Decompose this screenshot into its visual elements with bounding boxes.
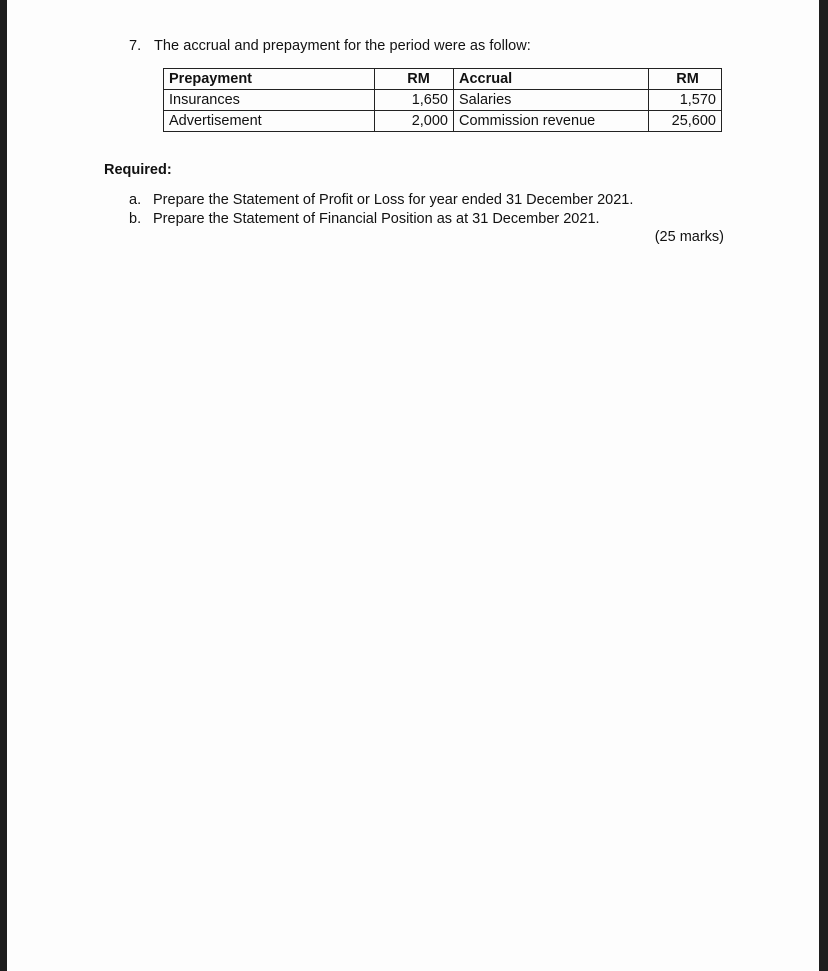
item-letter: b. xyxy=(129,211,142,227)
question-text: The accrual and prepayment for the period were as follow: xyxy=(154,38,531,54)
item-text: Prepare the Statement of Financial Position as at 31 December 2021. xyxy=(153,211,600,227)
prepayment-item: Insurances xyxy=(164,90,375,111)
accrual-item: Salaries xyxy=(454,90,649,111)
required-heading: Required: xyxy=(104,162,172,178)
accrual-amount: 25,600 xyxy=(649,111,722,132)
item-text: Prepare the Statement of Profit or Loss for year ended 31 December 2021. xyxy=(153,192,634,208)
question-7 xyxy=(129,38,531,54)
question-number: 7. xyxy=(129,38,142,54)
document-page xyxy=(7,0,819,971)
header-rm-prepayment: RM xyxy=(375,69,454,90)
accrual-amount: 1,570 xyxy=(649,90,722,111)
prepayment-item: Advertisement xyxy=(164,111,375,132)
item-letter: a. xyxy=(129,192,142,208)
required-item-a xyxy=(129,192,633,208)
table-header-row xyxy=(164,69,722,90)
accrual-prepayment-table xyxy=(163,68,722,132)
table-row xyxy=(164,111,722,132)
accrual-item: Commission revenue xyxy=(454,111,649,132)
header-prepayment: Prepayment xyxy=(164,69,375,90)
prepayment-amount: 2,000 xyxy=(375,111,454,132)
marks-label: (25 marks) xyxy=(654,229,724,245)
prepayment-amount: 1,650 xyxy=(375,90,454,111)
table-row xyxy=(164,90,722,111)
header-accrual: Accrual xyxy=(454,69,649,90)
header-rm-accrual: RM xyxy=(649,69,722,90)
required-item-b xyxy=(129,211,600,227)
